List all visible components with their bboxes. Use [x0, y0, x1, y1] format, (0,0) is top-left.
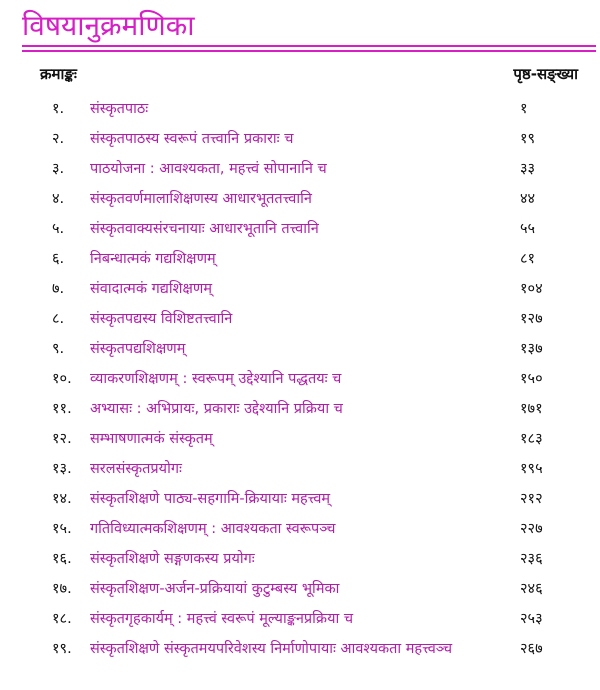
row-number: १८. [52, 611, 72, 627]
row-page: १ [520, 101, 528, 117]
contents-row[interactable] [0, 454, 600, 484]
row-title[interactable]: अभ्यासः : अभिप्रायः, प्रकाराः उद्देश्यानि प्रक्रिया च [90, 401, 343, 417]
row-title[interactable]: संस्कृतगृहकार्यम् : महत्त्वं स्वरूपं मूल्याङ्कनप्रक्रिया च [90, 611, 354, 627]
contents-row[interactable] [0, 274, 600, 304]
page-title: विषयानुक्रमणिका [22, 9, 195, 42]
row-page: १८३ [520, 431, 543, 447]
title-underline-bottom [22, 50, 596, 52]
row-number: १९. [52, 641, 72, 657]
row-page: १३७ [520, 341, 543, 357]
row-page: २३६ [520, 551, 543, 567]
row-page: २१२ [520, 491, 543, 507]
row-title[interactable]: संस्कृतपद्यशिक्षणम् [90, 341, 186, 357]
row-title[interactable]: संस्कृतशिक्षणे सङ्गणकस्य प्रयोगः [90, 551, 255, 567]
row-number: ४. [52, 191, 65, 207]
contents-row[interactable] [0, 394, 600, 424]
contents-row[interactable] [0, 124, 600, 154]
row-page: १२७ [520, 311, 543, 327]
contents-row[interactable] [0, 94, 600, 124]
row-page: १५० [520, 371, 543, 387]
row-number: १. [52, 101, 65, 117]
title-underline-top [22, 45, 596, 47]
row-title[interactable]: संस्कृतशिक्षण-अर्जन-प्रक्रियायां कुटुम्बस्य भूमिका [90, 581, 340, 597]
contents-row[interactable] [0, 154, 600, 184]
row-page: २६७ [520, 641, 543, 657]
row-title[interactable]: संवादात्मकं गद्यशिक्षणम् [90, 281, 213, 297]
page-column-header: पृष्ठ-सङ्ख्या [513, 65, 578, 83]
row-page: १९ [520, 131, 536, 147]
row-number: ५. [52, 221, 65, 237]
row-title[interactable]: सरलसंस्कृतप्रयोगः [90, 461, 182, 477]
contents-row[interactable] [0, 484, 600, 514]
row-page: १९५ [520, 461, 543, 477]
row-title[interactable]: संस्कृतपद्यस्य विशिष्टतत्त्वानि [90, 311, 233, 327]
contents-row[interactable] [0, 634, 600, 664]
row-title[interactable]: पाठयोजना : आवश्यकता, महत्त्वं सोपानानि च [90, 161, 327, 177]
row-title[interactable]: निबन्धात्मकं गद्यशिक्षणम् [90, 251, 216, 267]
row-title[interactable]: गतिविध्यात्मकशिक्षणम् : आवश्यकता स्वरूपञ्च [90, 521, 336, 537]
row-number: ११. [52, 401, 72, 417]
row-title[interactable]: संस्कृतवर्णमालाशिक्षणस्य आधारभूततत्त्वानि [90, 191, 312, 207]
contents-row[interactable] [0, 574, 600, 604]
row-title[interactable]: व्याकरणशिक्षणम् : स्वरूपम् उद्देश्यानि पद्धतयः च [90, 371, 342, 387]
row-number: ८. [52, 311, 65, 327]
row-page: १०४ [520, 281, 543, 297]
row-number: १३. [52, 461, 72, 477]
row-page: २४६ [520, 581, 543, 597]
row-title[interactable]: संस्कृतपाठस्य स्वरूपं तत्त्वानि प्रकाराः च [90, 131, 294, 147]
row-number: १४. [52, 491, 72, 507]
contents-row[interactable] [0, 514, 600, 544]
row-number: १२. [52, 431, 72, 447]
contents-row[interactable] [0, 304, 600, 334]
row-page: ३३ [520, 161, 536, 177]
contents-row[interactable] [0, 424, 600, 454]
row-page: १७१ [520, 401, 543, 417]
row-number: ७. [52, 281, 65, 297]
row-page: ५५ [520, 221, 536, 237]
row-title[interactable]: संस्कृतवाक्यसंरचनायाः आधारभूतानि तत्त्वानि [90, 221, 319, 237]
row-number: १६. [52, 551, 72, 567]
contents-row[interactable] [0, 244, 600, 274]
contents-row[interactable] [0, 334, 600, 364]
row-page: २२७ [520, 521, 543, 537]
contents-row[interactable] [0, 544, 600, 574]
row-number: १०. [52, 371, 72, 387]
contents-row[interactable] [0, 364, 600, 394]
row-number: २. [52, 131, 65, 147]
row-number: ६. [52, 251, 65, 267]
row-title[interactable]: संस्कृतशिक्षणे संस्कृतमयपरिवेशस्य निर्माणोपायाः आवश्यकता महत्त्वञ्च [90, 641, 453, 657]
row-page: ८१ [520, 251, 536, 267]
row-page: ४४ [520, 191, 536, 207]
row-number: ९. [52, 341, 65, 357]
contents-row[interactable] [0, 604, 600, 634]
row-page: २५३ [520, 611, 543, 627]
row-title[interactable]: संस्कृतपाठः [90, 101, 149, 117]
contents-row[interactable] [0, 214, 600, 244]
contents-row[interactable] [0, 184, 600, 214]
row-number: १५. [52, 521, 72, 537]
row-title[interactable]: सम्भाषणात्मकं संस्कृतम् [90, 431, 213, 447]
row-number: १७. [52, 581, 72, 597]
contents-list [0, 94, 600, 664]
row-number: ३. [52, 161, 65, 177]
serial-column-header: क्रमाङ्कः [40, 65, 77, 83]
row-title[interactable]: संस्कृतशिक्षणे पाठ्य-सहगामि-क्रियायाः महत्त्वम् [90, 491, 331, 507]
